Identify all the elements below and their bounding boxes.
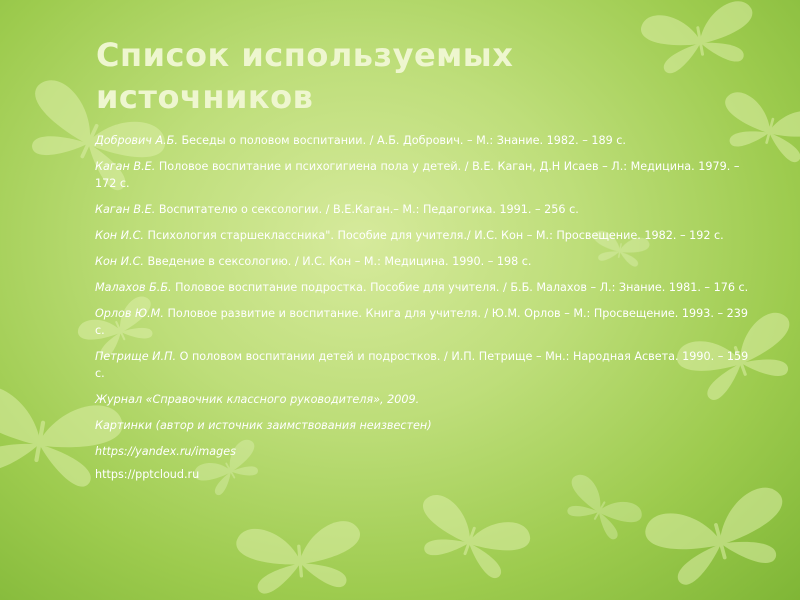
- reference-list: [72, 132, 752, 489]
- list-item: [72, 305, 752, 339]
- source-link-yandex[interactable]: https://yandex.ru/images: [95, 445, 236, 458]
- pictures-note: Картинки (автор и источник заимствования неизвестен): [95, 419, 432, 432]
- reference-author: Каган В.Е.: [95, 160, 156, 173]
- list-item: [72, 466, 752, 483]
- journal-reference: Журнал «Справочник классного руководителя», 2009.: [95, 393, 420, 406]
- reference-text: О половом воспитании детей и подростков. / И.П. Петрище – Мн.: Народная Асвета. 1990. – 159 с.: [95, 350, 749, 380]
- list-item: [72, 132, 752, 149]
- reference-text: Половое воспитание подростка. Пособие для учителя. / Б.Б. Малахов – Л.: Знание. 1981. – 176 с.: [171, 281, 749, 294]
- list-item: [72, 201, 752, 218]
- reference-text: Воспитателю о сексологии. / В.Е.Каган.– М.: Педагогика. 1991. – 256 с.: [155, 203, 579, 216]
- reference-author: Малахов Б.Б.: [95, 281, 172, 294]
- source-link-pptcloud[interactable]: https://pptcloud.ru: [95, 468, 200, 481]
- reference-author: Петрище И.П.: [95, 350, 177, 363]
- list-item: [72, 279, 752, 296]
- reference-text: Половое развитие и воспитание. Книга для учителя. / Ю.М. Орлов – М.: Просвещение. 1993. – 239 с.: [95, 307, 748, 337]
- list-item: [72, 443, 752, 460]
- reference-author: Орлов Ю.М.: [95, 307, 164, 320]
- list-item: [72, 158, 752, 192]
- reference-text: Введение в сексологию. / И.С. Кон – М.: Медицина. 1990. – 198 с.: [143, 255, 532, 268]
- list-item: [72, 348, 752, 382]
- list-item: [72, 391, 752, 408]
- list-item: [72, 253, 752, 270]
- reference-text: Психология старшеклассника". Пособие для учителя./ И.С. Кон – М.: Просвещение. 1982. – 192 с.: [143, 229, 724, 242]
- list-item: [72, 227, 752, 244]
- list-item: [72, 417, 752, 434]
- reference-author: Кон И.С.: [95, 229, 144, 242]
- reference-text: Беседы о половом воспитании. / А.Б. Добрович. – М.: Знание. 1982. – 189 с.: [177, 134, 626, 147]
- reference-author: Добрович А.Б.: [95, 134, 178, 147]
- slide-title: Список используемых источников: [96, 36, 514, 116]
- reference-text: Половое воспитание и психогигиена пола у детей. / В.Е. Каган, Д.Н Исаев – Л.: Медицина. 1979. – 172 с.: [95, 160, 740, 190]
- reference-author: Кон И.С.: [95, 255, 144, 268]
- reference-author: Каган В.Е.: [95, 203, 156, 216]
